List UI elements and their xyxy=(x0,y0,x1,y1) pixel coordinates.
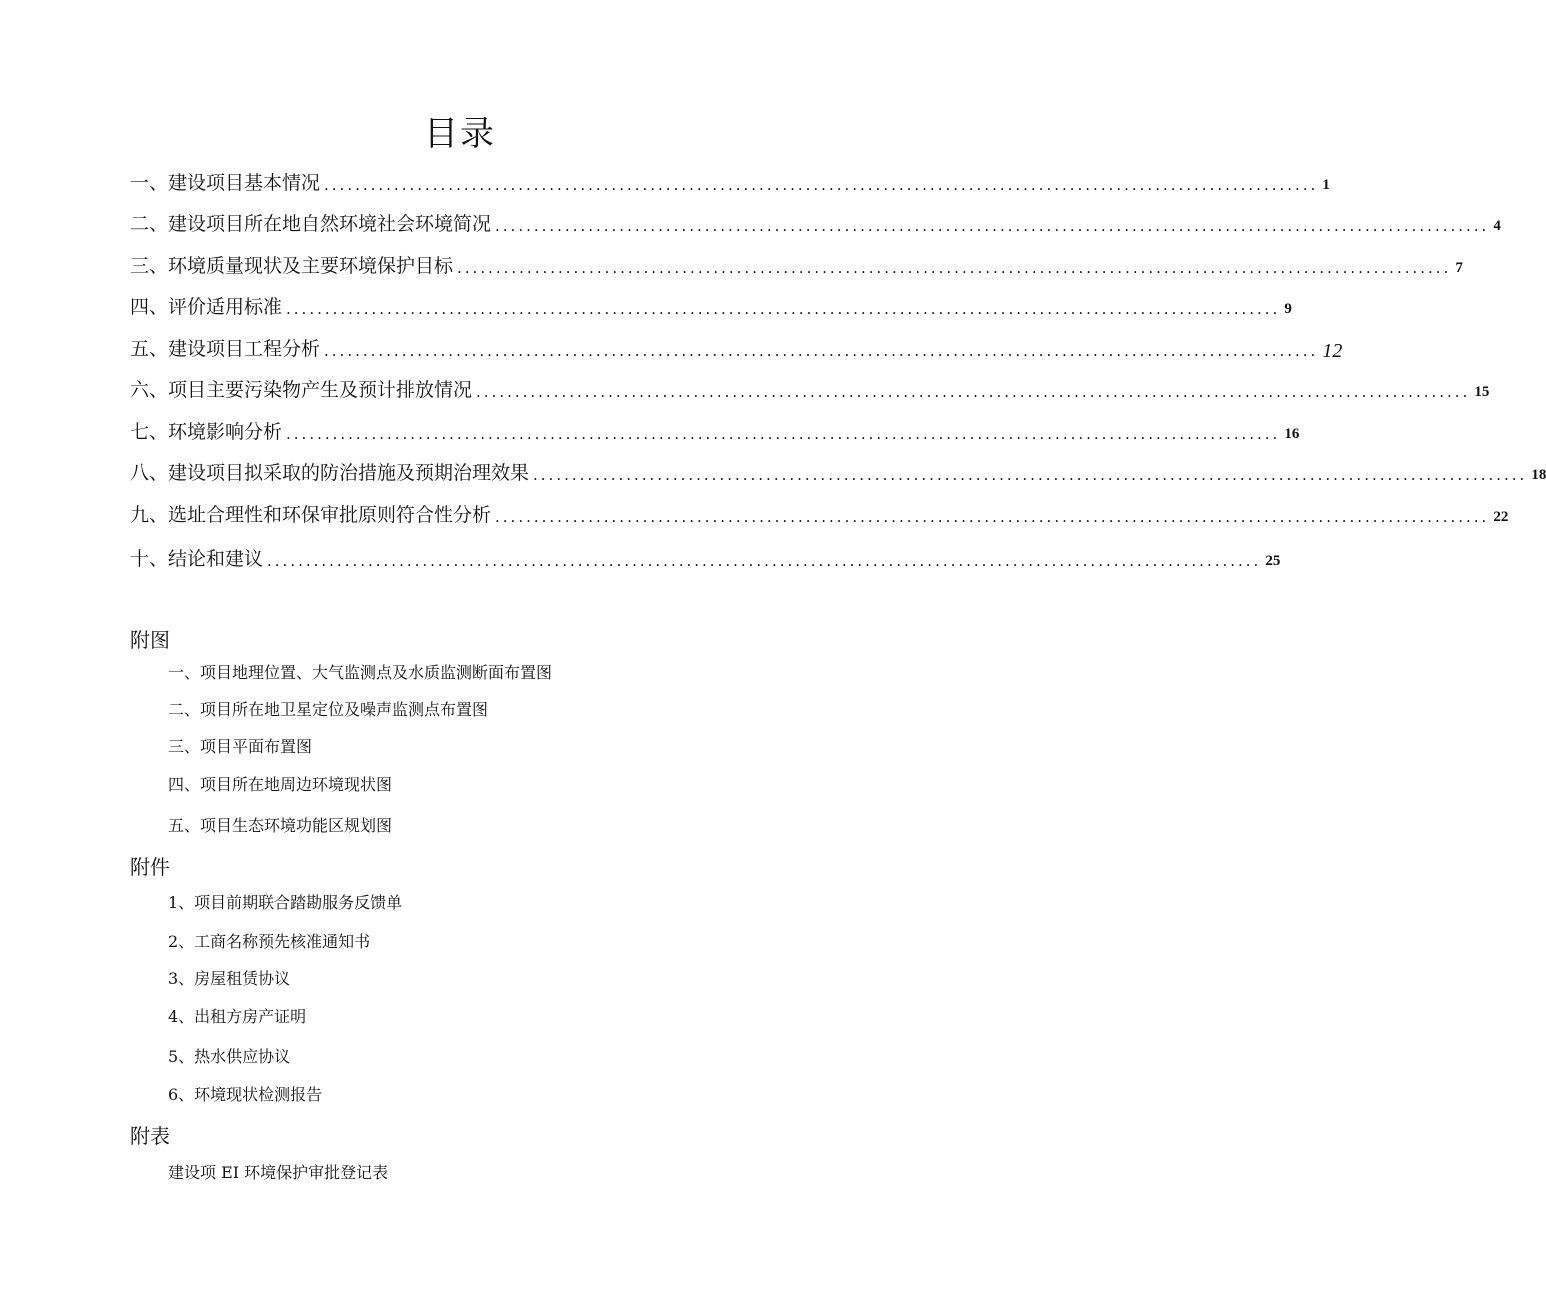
toc-page-number: 7 xyxy=(1455,260,1463,276)
tables-heading: 附表 xyxy=(130,1124,170,1148)
figures-heading: 附图 xyxy=(130,628,170,652)
figure-item: 二、项目所在地卫星定位及噪声监测点布置图 xyxy=(168,700,489,719)
toc-entry-title: 八、建设项目拟采取的防治措施及预期治理效果 xyxy=(130,462,530,484)
toc-page-number: 4 xyxy=(1493,218,1501,234)
toc-entry[interactable] xyxy=(130,458,1546,488)
toc-page-number: 9 xyxy=(1284,301,1292,317)
attachments-heading: 附件 xyxy=(130,855,170,879)
toc-page-number: 25 xyxy=(1265,553,1281,569)
attachment-item: 6、环境现状检测报告 xyxy=(168,1085,323,1104)
toc-leader: ................................................................................................................................ xyxy=(324,176,1319,194)
toc-leader: ................................................................................................................................ xyxy=(495,508,1490,526)
attachment-item: 3、房屋租赁协议 xyxy=(168,969,291,988)
toc-entry-title: 三、环境质量现状及主要环境保护目标 xyxy=(130,255,454,277)
toc-page-number: 1 xyxy=(1322,177,1330,193)
toc-entry-title: 十、结论和建议 xyxy=(130,548,264,570)
toc-entry[interactable] xyxy=(130,292,1292,322)
attachment-item: 1、项目前期联合踏勘服务反馈单 xyxy=(168,893,403,912)
figure-item: 四、项目所在地周边环境现状图 xyxy=(168,775,393,794)
toc-entry[interactable] xyxy=(130,417,1300,447)
toc-leader: ................................................................................................................................ xyxy=(533,466,1528,484)
toc-entry-title: 五、建设项目工程分析 xyxy=(130,338,321,360)
toc-page-number: 12 xyxy=(1322,340,1343,362)
attachment-item: 4、出租方房产证明 xyxy=(168,1007,307,1026)
toc-leader: ................................................................................................................................ xyxy=(267,552,1262,570)
toc-entry-title: 七、环境影响分析 xyxy=(130,421,283,443)
toc-leader: ................................................................................................................................ xyxy=(495,217,1490,235)
table-item: 建设项 EI 环境保护审批登记表 xyxy=(168,1163,389,1182)
toc-entry[interactable] xyxy=(130,375,1490,405)
toc-entry-title: 二、建设项目所在地自然环境社会环境简况 xyxy=(130,213,492,235)
toc-entry-title: 六、项目主要污染物产生及预计排放情况 xyxy=(130,379,473,401)
figure-item: 一、项目地理位置、大气监测点及水质监测断面布置图 xyxy=(168,663,553,682)
toc-entry[interactable] xyxy=(130,500,1509,530)
toc-page-number: 15 xyxy=(1474,384,1490,400)
toc-leader: ................................................................................................................................ xyxy=(476,383,1471,401)
toc-page-number: 16 xyxy=(1284,426,1300,442)
figure-item: 三、项目平面布置图 xyxy=(168,737,313,756)
toc-entry-title: 一、建设项目基本情况 xyxy=(130,172,321,194)
attachment-item: 5、热水供应协议 xyxy=(168,1047,291,1066)
toc-leader: ................................................................................................................................ xyxy=(324,342,1319,360)
toc-entry[interactable] xyxy=(130,544,1281,574)
toc-page-number: 18 xyxy=(1531,467,1546,483)
toc-entry-title: 四、评价适用标准 xyxy=(130,296,283,318)
toc-entry[interactable] xyxy=(130,334,1343,364)
toc-leader: ................................................................................................................................ xyxy=(457,259,1452,277)
toc-entry[interactable] xyxy=(130,209,1501,239)
toc-entry[interactable] xyxy=(130,168,1330,198)
toc-entry-title: 九、选址合理性和环保审批原则符合性分析 xyxy=(130,504,492,526)
toc-page-number: 22 xyxy=(1493,509,1509,525)
figure-item: 五、项目生态环境功能区规划图 xyxy=(168,816,393,835)
toc-entry[interactable] xyxy=(130,251,1463,281)
page-title: 目录 xyxy=(424,114,496,154)
toc-leader: ................................................................................................................................ xyxy=(286,300,1281,318)
attachment-item: 2、工商名称预先核准通知书 xyxy=(168,932,371,951)
toc-leader: ................................................................................................................................ xyxy=(286,425,1281,443)
